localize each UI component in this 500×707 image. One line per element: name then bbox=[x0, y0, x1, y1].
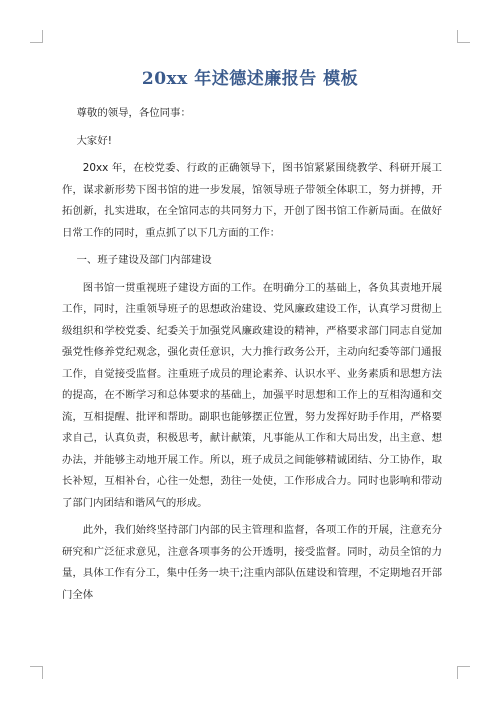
intro-paragraph: 20xx 年，在校党委、行政的正确领导下，图书馆紧紧围绕教学、科研开展工作，谋求新形势下图书馆的进一步发展，馆领导班子带领全体职工，努力拼搏，开拓创新，扎实进取，在全馆同志的共同努力下，开创了图书馆工作新局面。在做好日常工作的同时，重点抓了以下几方面的工作： bbox=[62, 162, 442, 239]
crop-mark-top-left bbox=[30, 30, 43, 43]
body-paragraph: 图书馆一贯重视班子建设方面的工作。在明确分工的基础上，各负其责地开展工作，同时，注重领导班子的思想政治建设、党风廉政建设工作，认真学习贯彻上级组织和学校党委、纪委关于加强党风廉政建设的精神，严格要求部门同志自觉加强党性修养党纪观念，强化责任意识，大力推行政务公开，主动向纪委等部门通报工作，自觉接受监督。注重班子成员的理论素养、认识水平、业务素质和思想方法的提高，在不断学习和总体要求的基础上，加强平时思想和工作上的互相沟通和交流，互相提醒、批评和帮助。副职也能够摆正位置，努力发挥好助手作用，严格要求自己，认真负责，积极思考，献计献策，凡事能从工作和大局出发，出主意、想办法，并能够主动地开展工作。所以，班子成员之间能够精诚团结、分工协作，取长补短，互相补台，心往一处想，劲往一处使，工作形成合力。同时也影响和带动了部门内团结和谐风气的形成。 bbox=[62, 281, 442, 509]
crop-mark-bottom-left bbox=[30, 666, 43, 679]
section-heading: 一、班子建设及部门内部建设 bbox=[76, 254, 212, 266]
greeting: 大家好! bbox=[76, 134, 112, 147]
document-body bbox=[62, 103, 442, 612]
crop-mark-bottom-right bbox=[457, 666, 470, 679]
crop-mark-top-right bbox=[457, 30, 470, 43]
document-title: 20xx 年述德述廉报告 模板 bbox=[141, 69, 359, 89]
salutation: 尊敬的领导，各位同事： bbox=[76, 107, 191, 119]
body-paragraph: 此外，我们始终坚持部门内部的民主管理和监督，各项工作的开展，注意充分研究和广泛征求意见，注意各项事务的公开透明，接受监督。同时，动员全馆的力量，具体工作有分工，集中任务一块干;注重内部队伍建设和管理，不定期地召开部门全体 bbox=[62, 524, 442, 601]
